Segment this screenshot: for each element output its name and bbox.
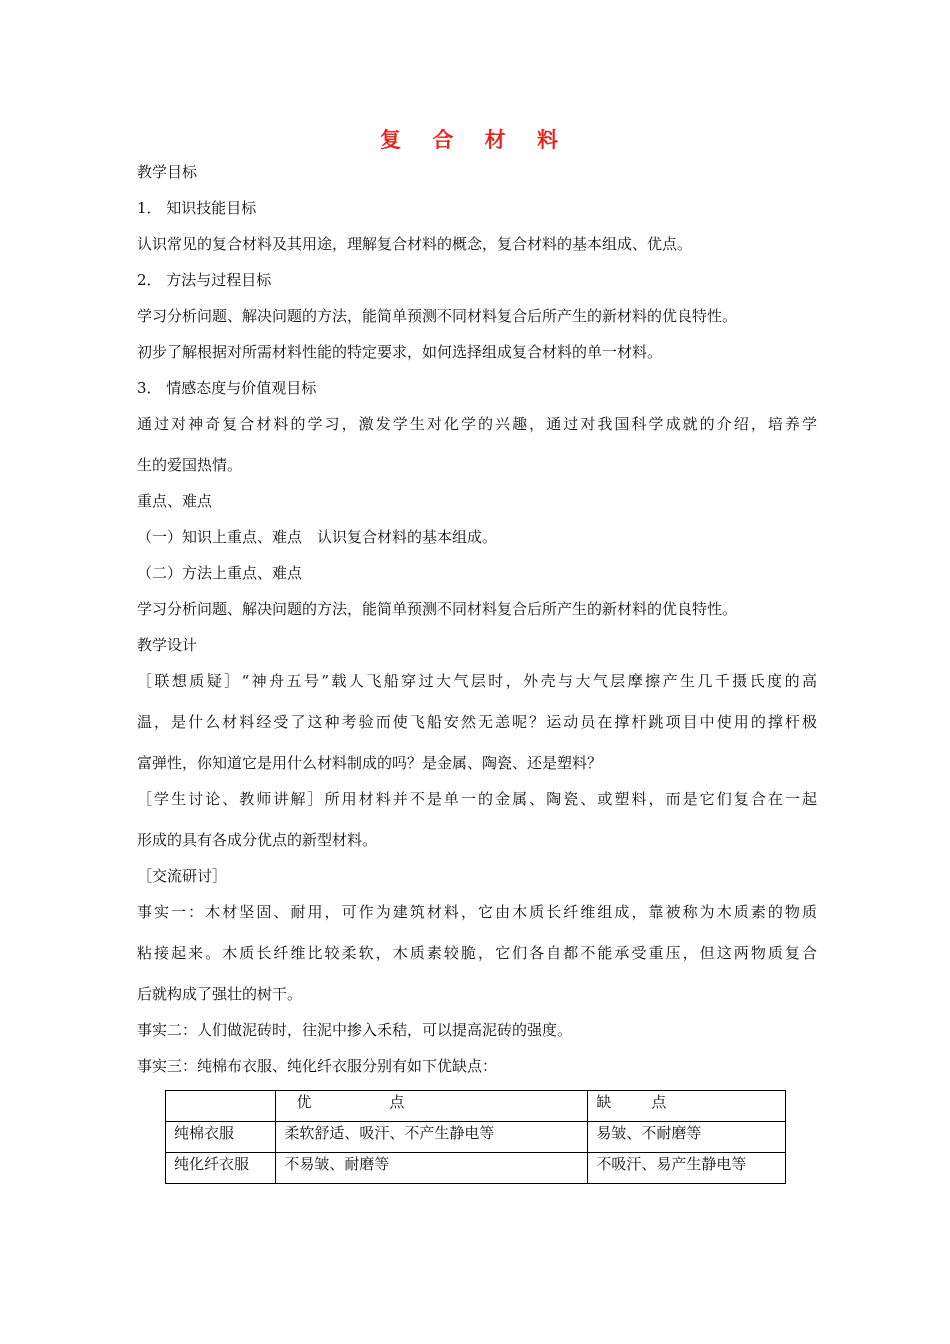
table-header-row [166, 1091, 786, 1122]
table-row [166, 1122, 786, 1153]
table-row [166, 1153, 786, 1184]
paragraph-line: 通过对神奇复合材料的学习，激发学生对化学的兴趣，通过对我国科学成就的介绍，培养学 [137, 415, 817, 433]
subheading-attitude-goals: 3． 情感态度与价值观目标 [137, 379, 317, 397]
paragraph-line: ［交流研讨］ [137, 867, 228, 885]
heading-teaching-design: 教学设计 [137, 636, 198, 654]
table-cell-name: 纯棉衣服 [166, 1122, 276, 1153]
paragraph-line: ［联想质疑］“神舟五号”载人飞船穿过大气层时，外壳与大气层摩擦产生几千摄氏度的高 [137, 672, 817, 690]
table-header-cell [166, 1091, 276, 1122]
paragraph-line: 学习分析问题、解决问题的方法，能简单预测不同材料复合后所产生的新材料的优良特性。 [137, 600, 738, 618]
paragraph-line: 认识常见的复合材料及其用途，理解复合材料的概念，复合材料的基本组成、优点。 [137, 235, 693, 253]
comparison-table [165, 1090, 786, 1184]
paragraph-line: 事实一：木材坚固、耐用，可作为建筑材料，它由木质长纤维组成，靠被称为木质素的物质 [137, 903, 817, 921]
header-pros-char-1: 优 [296, 1093, 312, 1111]
paragraph-line: 富弹性，你知道它是用什么材料制成的吗？是金属、陶瓷、还是塑料？ [137, 754, 603, 772]
table-header-cell [276, 1091, 588, 1122]
subheading-knowledge-goals: 1． 知识技能目标 [137, 199, 257, 217]
paragraph-line: 初步了解根据对所需材料性能的特定要求，如何选择组成复合材料的单一材料。 [137, 343, 663, 361]
header-pros-char-2: 点 [389, 1093, 405, 1111]
paragraph-line: 事实三：纯棉布衣服、纯化纤衣服分别有如下优缺点： [137, 1057, 498, 1075]
table-cell-pros: 不易皱、耐磨等 [276, 1153, 588, 1184]
subheading-method-goals: 2． 方法与过程目标 [137, 271, 272, 289]
paragraph-line: 粘接起来。木质长纤维比较柔软，木质素较脆，它们各自都不能承受重压，但这两物质复合 [137, 944, 817, 962]
table-header-cell [588, 1091, 786, 1122]
paragraph-line: （一）知识上重点、难点 认识复合材料的基本组成。 [137, 528, 498, 546]
paragraph-line: 形成的具有各成分优点的新型材料。 [137, 831, 378, 849]
paragraph-line: 温，是什么材料经受了这种考验而使飞船安然无恙呢？运动员在撑杆跳项目中使用的撑杆极 [137, 713, 817, 731]
paragraph-line: （二）方法上重点、难点 [137, 564, 303, 582]
paragraph-line: 后就构成了强壮的树干。 [137, 985, 303, 1003]
paragraph-line: 生的爱国热情。 [137, 456, 243, 474]
table-cell-cons: 不吸汗、易产生静电等 [588, 1153, 786, 1184]
paragraph-line: ［学生讨论、教师讲解］所用材料并不是单一的金属、陶瓷、或塑料，而是它们复合在一起 [137, 790, 817, 808]
page-title: 复 合 材 料 [380, 128, 570, 152]
paragraph-line: 事实二：人们做泥砖时，往泥中掺入禾秸，可以提高泥砖的强度。 [137, 1021, 573, 1039]
header-cons-char-1: 缺 [596, 1093, 612, 1111]
heading-teaching-goals: 教学目标 [137, 163, 198, 181]
heading-key-points: 重点、难点 [137, 492, 213, 510]
table-cell-cons: 易皱、不耐磨等 [588, 1122, 786, 1153]
table-cell-name: 纯化纤衣服 [166, 1153, 276, 1184]
header-cons-char-2: 点 [651, 1093, 667, 1111]
paragraph-line: 学习分析问题、解决问题的方法，能简单预测不同材料复合后所产生的新材料的优良特性。 [137, 307, 738, 325]
table-cell-pros: 柔软舒适、吸汗、不产生静电等 [276, 1122, 588, 1153]
